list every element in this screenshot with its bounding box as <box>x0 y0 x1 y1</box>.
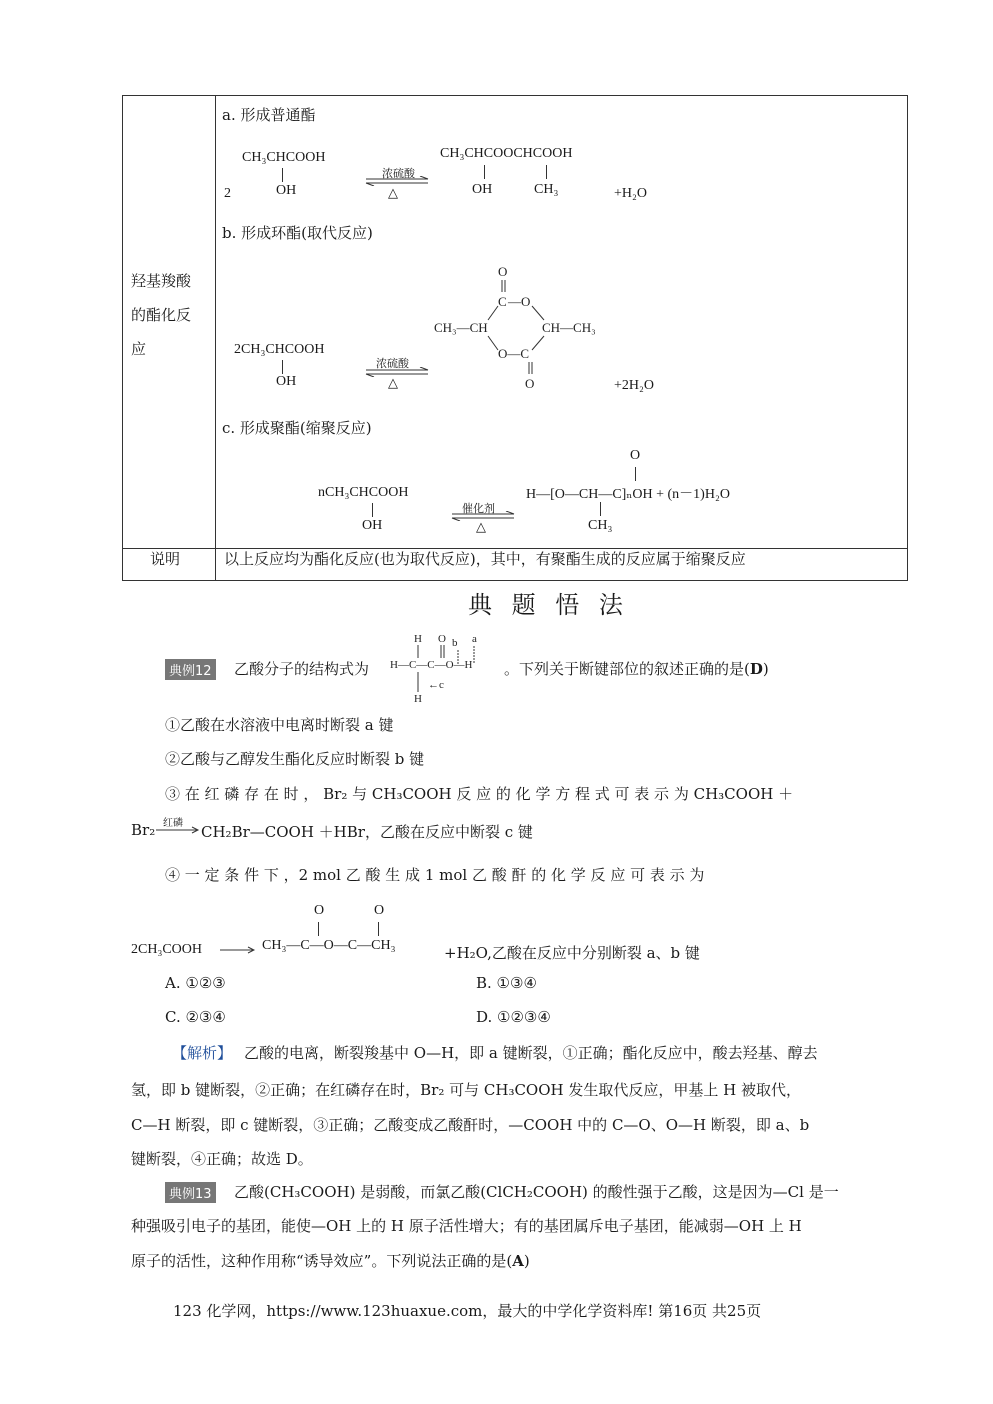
a-product: CH₃CHCOOCHCOOH <box>440 146 573 161</box>
svg-text:H: H <box>414 633 422 645</box>
svg-text:O: O <box>525 376 535 391</box>
c-product: H—[O—CH—C]ₙOH + (n－1)H₂O <box>526 487 730 502</box>
a-water: +H₂O <box>614 186 647 201</box>
b-condition: 浓硫酸 <box>376 357 409 370</box>
a-reactant-oh: OH <box>276 183 297 198</box>
svg-text:CH₃—CH: CH₃—CH <box>434 320 488 335</box>
c-product-ch3: CH₃ <box>588 518 613 533</box>
c-reactant-bond <box>372 503 373 517</box>
section-b-title: b. 形成环酯(取代反应) <box>222 224 373 242</box>
a-heat: △ <box>388 186 398 201</box>
option-b[interactable]: B. ①③④ <box>476 974 537 992</box>
a-product-bond1 <box>484 165 485 179</box>
example13-line1: 乙酸(CH₃COOH) 是弱酸，而氯乙酸(ClCH₂COOH) 的酸性强于乙酸，这是因为—Cl 是一 <box>234 1183 839 1201</box>
a-product-bond2 <box>546 165 547 179</box>
statement-4-arrow <box>220 946 256 954</box>
svg-text:a: a <box>472 633 477 645</box>
statement-4-product: CH₃—C—O—C—CH₃ <box>262 938 396 953</box>
a-product-ch3: CH₃ <box>534 182 559 197</box>
svg-text:CH—CH₃: CH—CH₃ <box>542 320 596 335</box>
section-title: 典 题 悟 法 <box>468 591 629 619</box>
c-heat: △ <box>476 520 486 535</box>
anhydride-bond1 <box>318 922 319 936</box>
a-coefficient: 2 <box>224 186 231 201</box>
svg-text:O: O <box>438 633 446 645</box>
statement-3-condition: 红磷 <box>163 818 183 829</box>
statement-4-line1: ④ 一 定 条 件 下 ，2 mol 乙 酸 生 成 1 mol 乙 酸 酐 的 化 学 反 应 可 表 示 为 <box>165 866 705 884</box>
example12-stem-before: 乙酸分子的结构式为 <box>234 660 370 678</box>
section-c-title: c. 形成聚酯(缩聚反应) <box>222 419 372 437</box>
svg-text:←c: ←c <box>428 679 444 691</box>
statement-3-line2: CH₂Br—COOH ＋HBr，乙酸在反应中断裂 c 键 <box>201 823 533 841</box>
statement-3-br2: Br₂ <box>131 821 156 839</box>
svg-text:H—C—C—O—H: H—C—C—O—H <box>390 659 473 671</box>
row2-note: 以上反应均为酯化反应(也为取代反应)，其中，有聚酯生成的反应属于缩聚反应 <box>224 550 746 568</box>
analysis-line4: 键断裂，④正确；故选 D。 <box>131 1150 313 1168</box>
acetic-acid-structure <box>388 630 498 706</box>
row1-label-line2: 的酯化反 <box>131 306 192 324</box>
svg-text:b: b <box>452 637 458 649</box>
row2-label: 说明 <box>150 550 181 568</box>
anhydride-bond2 <box>378 922 379 936</box>
analysis-tag: 【解析】 <box>172 1044 233 1062</box>
statement-3-line1: ③ 在 红 磷 存 在 时 ， Br₂ 与 CH₃COOH 反 应 的 化 学 方 程 式 可 表 示 为 CH₃COOH ＋ <box>165 785 794 803</box>
statement-3-arrow <box>156 826 200 834</box>
anhydride-o1: O <box>314 903 325 918</box>
example12-stem-after: 。下列关于断键部位的叙述正确的是(D) <box>504 660 769 678</box>
c-reactant: nCH₃CHCOOH <box>318 485 409 500</box>
b-heat: △ <box>388 376 398 391</box>
statement-1: ①乙酸在水溶液中电离时断裂 a 键 <box>165 716 394 734</box>
analysis-line3: C—H 断裂，即 c 键断裂，③正确；乙酸变成乙酸酐时，—COOH 中的 C—O、O—H 断裂，即 a、b <box>131 1116 810 1134</box>
svg-text:—O: —O <box>508 294 531 309</box>
option-d[interactable]: D. ①②③④ <box>476 1008 551 1026</box>
row1-label-line1: 羟基羧酸 <box>131 272 192 290</box>
c-reactant-oh: OH <box>362 518 383 533</box>
b-cyclic-ester-structure <box>432 262 612 392</box>
a-condition: 浓硫酸 <box>382 167 415 180</box>
analysis-line2: 氢，即 b 键断裂，②正确；在红磷存在时，Br₂ 可与 CH₃COOH 发生取代反应，甲基上 H 被取代， <box>131 1081 801 1099</box>
b-reactant-oh: OH <box>276 374 297 389</box>
a-reactant: CH₃CHCOOH <box>242 150 326 165</box>
statement-2: ②乙酸与乙醇发生酯化反应时断裂 b 键 <box>165 750 425 768</box>
statement-4-reactant: 2CH₃COOH <box>131 942 202 957</box>
a-equilibrium-arrow <box>364 176 430 186</box>
b-reactant-bond <box>282 360 283 374</box>
example13-line3: 原子的活性，这种作用称“诱导效应”。下列说法正确的是(A) <box>131 1252 530 1270</box>
anhydride-o2: O <box>374 903 385 918</box>
analysis-line1: 乙酸的电离，断裂羧基中 O—H，即 a 键断裂，①正确；酯化反应中，酸去羟基、醇去 <box>244 1044 818 1062</box>
example12-badge: 典例12 <box>165 659 216 680</box>
svg-text:H: H <box>414 693 422 705</box>
example13-line2: 种强吸引电子的基团，能使—OH 上的 H 原子活性增大；有的基团属斥电子基团，能减弱—OH 上 H <box>131 1217 802 1235</box>
a-reactant-bond <box>282 168 283 182</box>
option-c[interactable]: C. ②③④ <box>165 1008 226 1026</box>
row1-label-line3: 应 <box>131 340 147 358</box>
c-condition: 催化剂 <box>462 502 495 515</box>
page-footer: 123 化学网，https://www.123huaxue.com，最大的中学化学资料库! 第16页 共25页 <box>173 1302 762 1320</box>
c-product-ch-bond <box>600 502 601 516</box>
example12-answer: D <box>749 660 763 678</box>
c-product-co-bond <box>635 467 636 481</box>
example13-answer: A <box>512 1252 524 1270</box>
a-product-oh: OH <box>472 182 493 197</box>
svg-text:C: C <box>498 294 507 309</box>
table-column-divider <box>215 96 216 580</box>
option-a[interactable]: A. ①②③ <box>165 974 226 992</box>
b-water: +2H₂O <box>614 378 654 393</box>
svg-text:O: O <box>498 264 508 279</box>
svg-text:O—C: O—C <box>498 346 530 361</box>
example13-badge: 典例13 <box>165 1182 216 1203</box>
statement-4-tail: +H₂O,乙酸在反应中分别断裂 a、b 键 <box>444 944 700 962</box>
c-product-carbonyl-o: O <box>630 448 641 463</box>
b-reactant: 2CH₃CHCOOH <box>234 342 325 357</box>
section-a-title: a. 形成普通酯 <box>222 106 316 124</box>
